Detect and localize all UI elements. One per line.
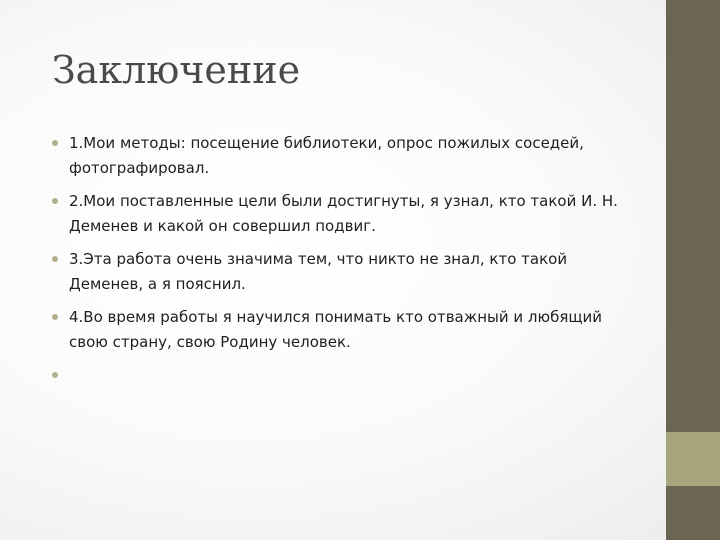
- bullet-text: 4.Во время работы я научился понимать кто отважный и любящий свою страну, свою Родину человек.: [69, 308, 603, 351]
- bullet-item-2: [52, 189, 637, 239]
- side-accent-decoration: [666, 432, 720, 486]
- bullet-dot-icon: [52, 372, 58, 378]
- bullet-item-4: [52, 305, 637, 355]
- bullet-item-3: [52, 247, 637, 297]
- bullet-dot-icon: [52, 140, 58, 146]
- bullet-text: 2.Мои поставленные цели были достигнуты, я узнал, кто такой И. Н. Деменев и какой он совершил подвиг.: [69, 192, 618, 235]
- bullet-dot-icon: [52, 256, 58, 262]
- slide-title: Заключение: [52, 48, 301, 92]
- bullet-text: 1.Мои методы: посещение библиотеки, опрос пожилых соседей, фотографировал.: [69, 134, 584, 177]
- bullet-list: [52, 131, 637, 396]
- bullet-dot-icon: [52, 314, 58, 320]
- side-bottom-decoration: [666, 486, 720, 540]
- bullet-item-1: [52, 131, 637, 181]
- bullet-text: 3.Эта работа очень значима тем, что никто не знал, кто такой Деменев, а я пояснил.: [69, 250, 568, 293]
- bullet-dot-icon: [52, 198, 58, 204]
- bullet-item-5: [52, 363, 637, 388]
- side-bar-decoration: [666, 0, 720, 432]
